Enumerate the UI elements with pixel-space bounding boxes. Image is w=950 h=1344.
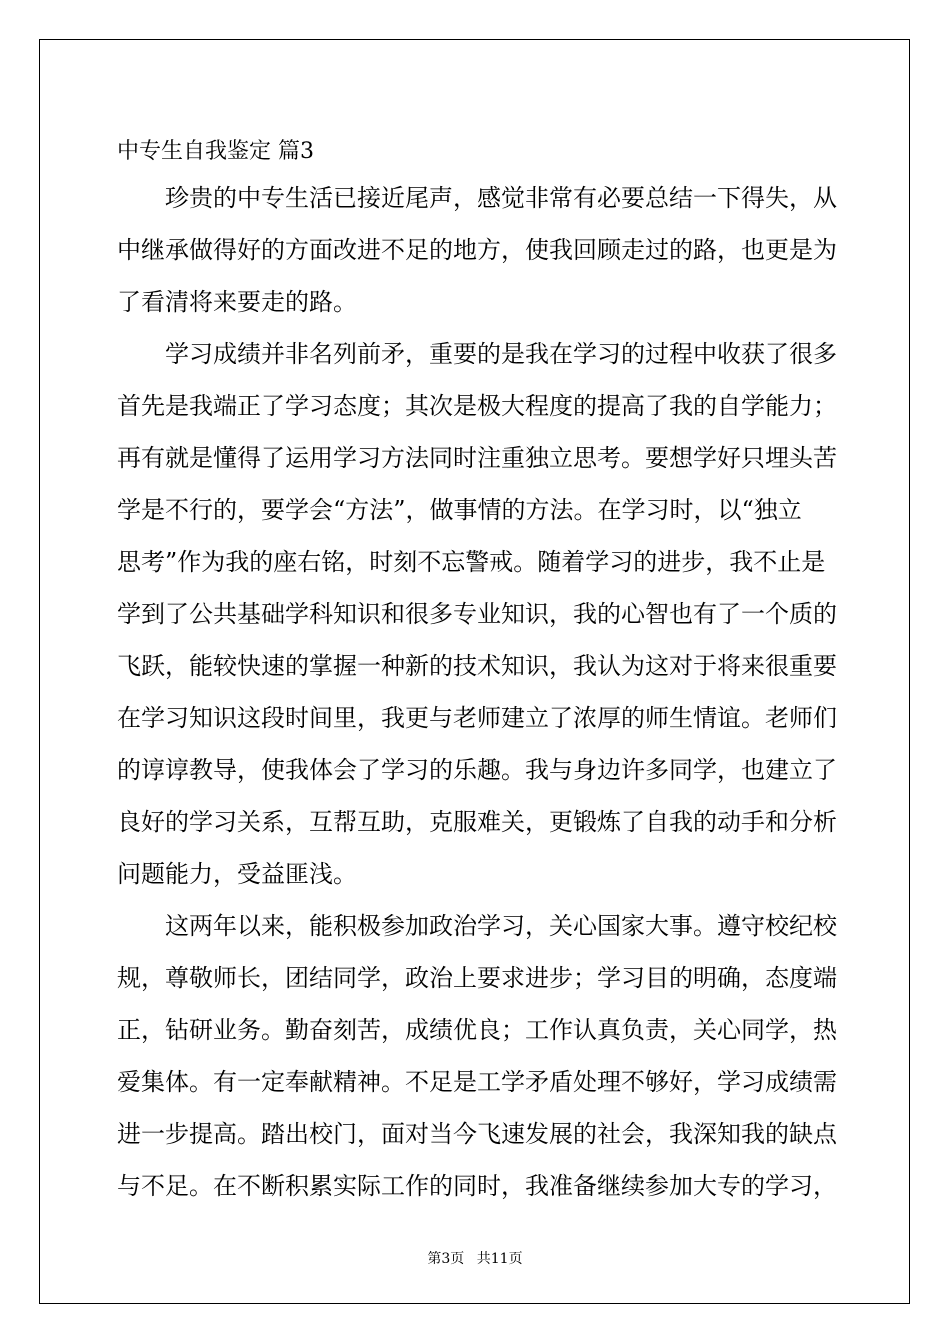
paragraph-line: 飞跃，能较快速的掌握一种新的技术知识，我认为这对于将来很重要 [117, 652, 837, 680]
paragraph-line: 再有就是懂得了运用学习方法同时注重独立思考。要想学好只埋头苦 [117, 444, 837, 472]
paragraph-line: 在学习知识这段时间里，我更与老师建立了浓厚的师生情谊。老师们 [117, 704, 837, 732]
paragraph-line: 首先是我端正了学习态度；其次是极大程度的提高了我的自学能力； [117, 392, 837, 420]
section-heading: 中专生自我鉴定 篇3 [117, 139, 314, 164]
page-number: 第3页 [427, 1251, 465, 1267]
paragraph-line: 珍贵的中专生活已接近尾声，感觉非常有必要总结一下得失，从 [165, 184, 837, 212]
page-total: 共11页 [476, 1251, 523, 1267]
paragraph-line: 进一步提高。踏出校门，面对当今飞速发展的社会，我深知我的缺点 [117, 1120, 837, 1148]
paragraph-line: 规，尊敬师长，团结同学，政治上要求进步；学习目的明确，态度端 [117, 964, 837, 992]
paragraph-line: 与不足。在不断积累实际工作的同时，我准备继续参加大专的学习， [117, 1172, 837, 1200]
paragraph-line: 的谆谆教导，使我体会了学习的乐趣。我与身边许多同学，也建立了 [117, 756, 837, 784]
paragraph-line: 问题能力，受益匪浅。 [117, 860, 357, 888]
paragraph-line: 这两年以来，能积极参加政治学习，关心国家大事。遵守校纪校 [165, 912, 837, 940]
page-footer [0, 1248, 950, 1268]
paragraph-line: 爱集体。有一定奉献精神。不足是工学矛盾处理不够好，学习成绩需 [117, 1068, 837, 1096]
paragraph-line: 中继承做得好的方面改进不足的地方，使我回顾走过的路，也更是为 [117, 236, 837, 264]
paragraph-line: 良好的学习关系，互帮互助，克服难关，更锻炼了自我的动手和分析 [117, 808, 837, 836]
paragraph-line: 思考”作为我的座右铭，时刻不忘警戒。随着学习的进步，我不止是 [117, 548, 826, 576]
paragraph-line: 正，钻研业务。勤奋刻苦，成绩优良；工作认真负责，关心同学，热 [117, 1016, 837, 1044]
paragraph-line: 学是不行的，要学会“方法”，做事情的方法。在学习时，以“独立 [117, 496, 802, 524]
paragraph-line: 了看清将来要走的路。 [117, 288, 357, 316]
paragraph-line: 学习成绩并非名列前矛，重要的是我在学习的过程中收获了很多 [165, 340, 837, 368]
paragraph-line: 学到了公共基础学科知识和很多专业知识，我的心智也有了一个质的 [117, 600, 837, 628]
